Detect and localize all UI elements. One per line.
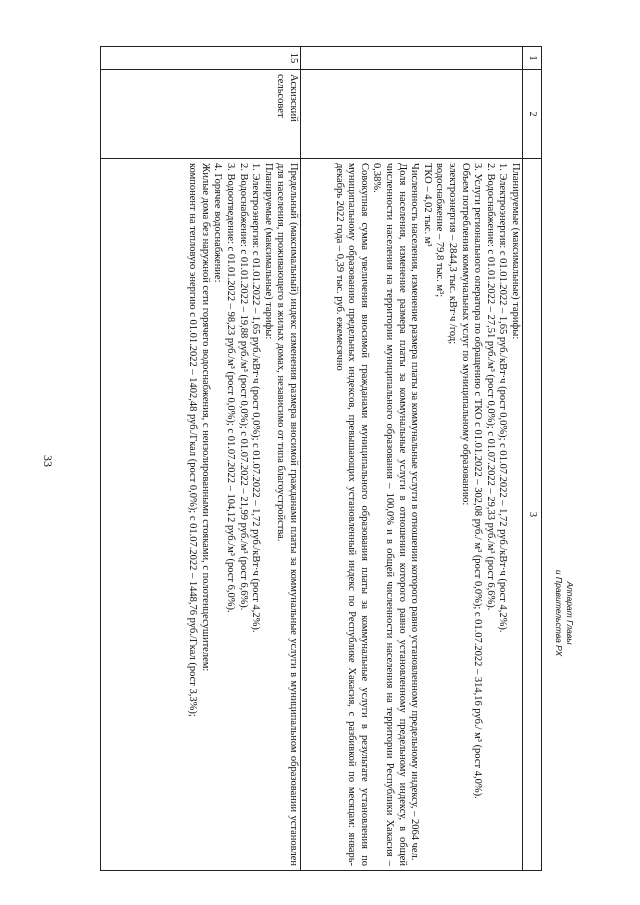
header-cell-2: 2 [523,70,542,159]
description-cell [101,159,301,871]
description-line: 1. Электроэнергия: с 01.01.2022 – 1,65 руб./кВт·ч (рост 0,0%); с 01.07.2022 – 1,72 руб./кВт·ч (рост 4,2%). [497,163,509,633]
table-row [301,47,523,871]
row-number-cell: 15 [101,47,301,70]
description-line: Совокупная сумма увеличения вносимой гражданами муниципального образования платы за коммунальные услуги в результате установления по муниципальному образованию предельных индексов, превышающих установленный индекс по Республике Хакасия, с разбивкой по месяцам: январь-декабрь 2022 года – 0,39 тыс. руб. ежемесячно [333,163,370,866]
description-line: Доля населения, изменение размера платы за коммунальные услуги в отношении которого равно установленному предельному индексу, в общей численности населения на территории муниципального образования – 100,0% и в общей численности населения на территории Республики Хакасия – 0,38%. [371,163,408,866]
office-stamp [553,568,575,658]
table-row [101,47,301,871]
description-line: электроэнергия – 2844,3 тыс. кВт·ч /год; [447,163,459,345]
description-line: 1. Электроэнергия: с 01.01.2022 – 1,65 руб./кВт·ч (рост 0,0%); с 01.07.2022 – 1,72 руб./кВт·ч (рост 4,2%). [250,163,262,633]
row-number-cell [301,47,523,70]
description-line: ТКО – 4,02 тыс. м³ [421,163,433,247]
tariff-table [100,46,542,871]
description-line: 2. Водоснабжение: с 01.01.2022 – 19,88 руб./м³ (рост 0,0%); с 01.07.2022 – 21,99 руб./м³ (рост 6,6%). [237,163,249,611]
table-header-row [523,47,542,871]
description-line: 4. Горячее водоснабжение: [212,163,224,283]
stamp-line: Аппарат Главы [565,581,575,645]
tariff-table-container [100,46,542,871]
description-line: 3. Услуги регионального оператора по обращению с ТКО с 01.01.2022 – 302,08 руб./ м³ (рост 0,0%); с 01.07.2022 – 314,16 руб./ м³ (рост 4,0%). [472,163,484,799]
page-number: 33 [41,455,55,467]
description-line: Объем потребления коммунальных услуг по муниципальному образованию: [459,163,471,506]
description-line: 2. Водоснабжение: с 01.01.2022 – 27,51 руб./м³ (рост 0,0%); с 01.07.2022 – 29,33 руб./м³ (рост 6,6%). [484,163,496,611]
description-cell [301,159,523,871]
description-line: Жилые дома без наружной сети горячего водоснабжения, с неизолированными стояками, с полотенцесушителем: [199,163,211,672]
description-line: водоснабжение – 79,8 тыс. м³; [434,163,446,298]
municipality-cell [301,70,523,159]
description-line: 3. Водоотведение: с 01.01.2022 – 98,23 руб./м³ (рост 0,0%); с 01.07.2022 – 104,12 руб./м³ (рост 6,0%). [225,163,237,613]
municipality-cell: Аскизский сельсовет [101,70,301,159]
stamp-line: и Правительства РХ [554,569,564,657]
description-line: компонент на тепловую энергию с 01.01.2022 – 1402,48 руб./Гкал (рост 0,0%); с 01.07.2022 – 1448,76 руб./Гкал (рост 3,3%); [187,163,199,717]
header-cell-1: 1 [523,47,542,70]
description-line: Численность населения, изменение размера платы за коммунальные услуги в отношении которого равно установленному предельному индексу, – 2064 чел. [409,163,421,861]
header-cell-3: 3 [523,159,542,871]
description-line: Планируемые (максимальные) тарифы: [510,163,521,340]
description-line: Предельный (максимальный) индекс изменения размера вносимой гражданами платы за коммунальные услуги в муниципальном образовании установлен для населения, проживающего в жилых домах, независимо от типа благоустройства. [275,163,299,866]
description-line: Планируемые (максимальные) тарифы: [262,163,274,340]
